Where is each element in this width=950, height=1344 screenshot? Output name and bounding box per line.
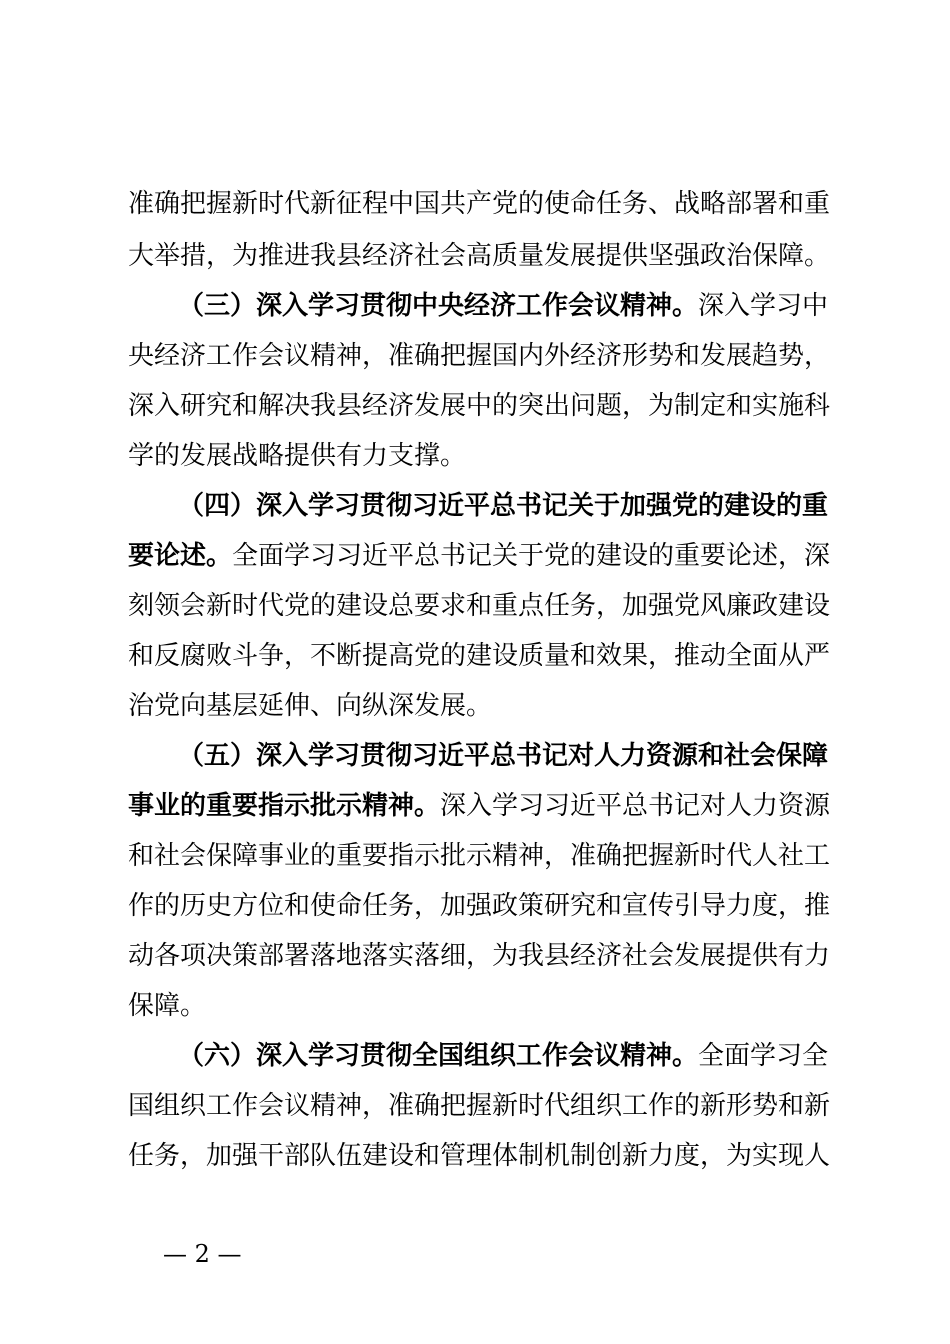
body-text: 深入学习习近平总书记对人力资源 bbox=[440, 791, 831, 821]
body-text-line: 和反腐败斗争，不断提高党的建设质量和效果，推动全面从严 bbox=[128, 641, 831, 671]
section-6-heading: （六）深入学习贯彻全国组织工作会议精神。 bbox=[178, 1041, 699, 1071]
section-4-heading: （四）深入学习贯彻习近平总书记关于加强党的建设的重 bbox=[178, 491, 829, 521]
body-text-line: 准确把握新时代新征程中国共产党的使命任务、战略部署和重 bbox=[128, 189, 831, 219]
body-text-line: 治党向基层延伸、向纵深发展。 bbox=[128, 691, 493, 721]
page-number: — 2 — bbox=[163, 1240, 242, 1268]
section-5-second-line bbox=[128, 790, 830, 822]
section-3-heading: （三）深入学习贯彻中央经济工作会议精神。 bbox=[178, 291, 699, 321]
section-5-heading: （五）深入学习贯彻习近平总书记对人力资源和社会保障 bbox=[178, 741, 829, 771]
body-text-line: 和社会保障事业的重要指示批示精神，准确把握新时代人社工 bbox=[128, 841, 831, 871]
section-5-heading-end: 事业的重要指示批示精神。 bbox=[128, 791, 441, 821]
body-text-line: 学的发展战略提供有力支撑。 bbox=[128, 441, 467, 471]
body-text-line: 动各项决策部署落地落实落细，为我县经济社会发展提供有力 bbox=[128, 941, 831, 971]
body-text: 全面学习习近平总书记关于党的建设的重要论述，深 bbox=[232, 541, 831, 571]
body-text-line: 保障。 bbox=[128, 991, 207, 1021]
body-text-line: 作的历史方位和使命任务，加强政策研究和宣传引导力度，推 bbox=[128, 891, 831, 921]
section-4-heading-end: 要论述。 bbox=[128, 541, 233, 571]
body-text-line: 大举措，为推进我县经济社会高质量发展提供坚强政治保障。 bbox=[128, 241, 831, 271]
section-6-first-line bbox=[178, 1040, 828, 1072]
body-text-line: 深入研究和解决我县经济发展中的突出问题，为制定和实施科 bbox=[128, 391, 831, 421]
body-text-line: 刻领会新时代党的建设总要求和重点任务，加强党风廉政建设 bbox=[128, 591, 831, 621]
body-text-line: 央经济工作会议精神，准确把握国内外经济形势和发展趋势， bbox=[128, 341, 831, 371]
section-3-first-line bbox=[178, 290, 828, 322]
body-text-line: 国组织工作会议精神，准确把握新时代组织工作的新形势和新 bbox=[128, 1091, 831, 1121]
body-text: 深入学习中 bbox=[698, 291, 829, 321]
body-text-line: 任务，加强干部队伍建设和管理体制机制创新力度，为实现人 bbox=[128, 1141, 831, 1171]
body-text: 全面学习全 bbox=[698, 1041, 829, 1071]
section-4-second-line bbox=[128, 540, 830, 572]
